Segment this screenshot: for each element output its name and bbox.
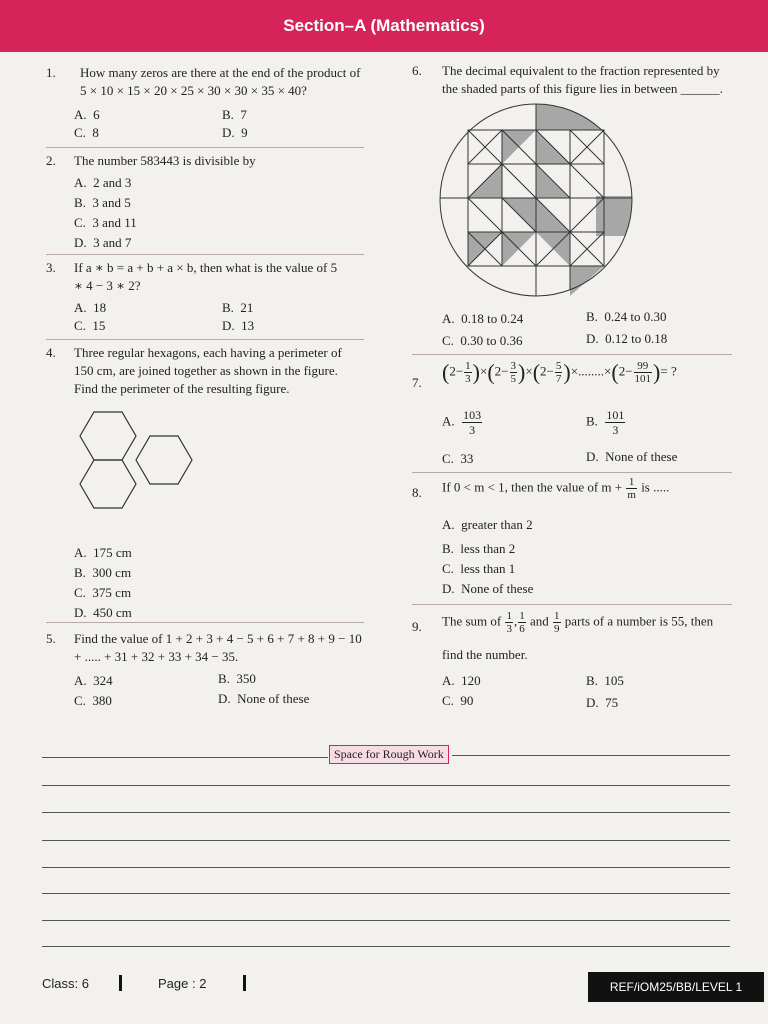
- option-a[interactable]: A. $\frac{103}{3}$: [442, 408, 482, 437]
- option-b[interactable]: B. $\frac{101}{3}$: [586, 408, 625, 437]
- rough-line: [42, 757, 328, 758]
- option-a[interactable]: A. 2 and 3: [74, 175, 132, 190]
- question-number: 5.: [46, 631, 56, 646]
- section-header: [0, 0, 768, 52]
- left-column: [46, 64, 366, 714]
- rough-line: [42, 812, 730, 813]
- divider: [46, 622, 364, 623]
- question-number: 9.: [412, 619, 422, 634]
- question-text: The decimal equivalent to the fraction represented by the shaded parts of this figure lies in between ______.: [442, 63, 723, 96]
- option-d[interactable]: D. 0.12 to 0.18: [586, 331, 668, 346]
- question-number: 3.: [46, 260, 56, 275]
- question-text: If a ∗ b = a + b + a × b, then what is the value of 5 ∗ 4 − 3 ∗ 2?: [74, 260, 338, 293]
- option-d[interactable]: D. 75: [586, 695, 619, 710]
- option-c[interactable]: C. 3 and 11: [74, 215, 137, 230]
- divider: [46, 147, 364, 148]
- option-b[interactable]: B. 350: [218, 671, 256, 686]
- option-d[interactable]: D. None of these: [218, 691, 310, 706]
- option-a[interactable]: A. 0.18 to 0.24: [442, 311, 524, 326]
- right-column: [412, 62, 734, 712]
- page-label: Page : 2: [158, 976, 207, 991]
- question-text: The sum of $\frac{1}{3}$ , $\frac{1}{6}$ and $\frac{1}{9}$ parts of a number is 55, then: [442, 610, 714, 635]
- section-title: Section–A (Mathematics): [283, 16, 485, 35]
- option-d[interactable]: D. None of these: [586, 449, 678, 464]
- footer-separator: [243, 975, 246, 991]
- shaded-grid-figure: [436, 100, 636, 300]
- question-number: 1.: [46, 65, 56, 80]
- option-b[interactable]: B. less than 2: [442, 541, 516, 556]
- option-a[interactable]: A. greater than 2: [442, 517, 533, 532]
- option-b[interactable]: B. 105: [586, 673, 624, 688]
- option-b[interactable]: B. 7: [222, 107, 247, 122]
- divider: [412, 354, 732, 355]
- shaded-right: [596, 196, 636, 236]
- divider: [46, 254, 364, 255]
- option-c[interactable]: C. 375 cm: [74, 585, 132, 600]
- divider: [46, 339, 364, 340]
- divider: [412, 472, 732, 473]
- question-number: 6.: [412, 63, 422, 78]
- option-b[interactable]: B. 300 cm: [74, 565, 132, 580]
- option-b[interactable]: B. 21: [222, 300, 254, 315]
- question-text: Three regular hexagons, each having a perimeter of 150 cm, are joined together as shown in the figure. Find the perimeter of the resulting figure.: [74, 345, 342, 396]
- option-a[interactable]: A. 175 cm: [74, 545, 132, 560]
- rough-line: [42, 840, 730, 841]
- footer-separator: [119, 975, 122, 991]
- question-number: 7.: [412, 375, 422, 390]
- option-c[interactable]: C. less than 1: [442, 561, 516, 576]
- option-d[interactable]: D. 9: [222, 125, 248, 140]
- rough-line: [42, 785, 730, 786]
- question-text: Find the value of 1 + 2 + 3 + 4 − 5 + 6 + 7 + 8 + 9 − 10 + ..... + 31 + 32 + 33 + 34 − 35.: [74, 631, 362, 664]
- shaded-top: [536, 104, 606, 130]
- question-number: 8.: [412, 485, 422, 500]
- rough-line: [42, 893, 730, 894]
- option-a[interactable]: A. 120: [442, 673, 481, 688]
- rough-line: [42, 867, 730, 868]
- option-c[interactable]: C. 380: [74, 693, 112, 708]
- rough-line: [42, 946, 730, 947]
- question-text: The number 583443 is divisible by: [74, 153, 256, 168]
- hexagon-right: [136, 436, 192, 484]
- question-text: If 0 < m < 1, then the value of m + $\frac{1}{m}$ is .....: [442, 476, 670, 501]
- option-d[interactable]: D. 450 cm: [74, 605, 132, 620]
- divider: [412, 604, 732, 605]
- option-d[interactable]: D. 3 and 7: [74, 235, 132, 250]
- question-text-continued: find the number.: [442, 647, 528, 662]
- question-expression: (2− $\frac{1}{3}$ )×(2− $\frac{3}{5}$ )×(2− $\frac{5}{7}$ )×........×(2− $\frac{99}{101}$ )= ?: [442, 359, 677, 385]
- option-a[interactable]: A. 6: [74, 107, 100, 122]
- hexagon-top-left: [80, 412, 136, 460]
- rough-line: [452, 755, 730, 756]
- option-d[interactable]: D. None of these: [442, 581, 534, 596]
- option-c[interactable]: C. 15: [74, 318, 106, 333]
- hexagon-bottom-left: [80, 460, 136, 508]
- hexagon-figure: [72, 404, 202, 524]
- class-label: Class: 6: [42, 976, 89, 991]
- question-number: 4.: [46, 345, 56, 360]
- option-a[interactable]: A. 324: [74, 673, 113, 688]
- question-number: 2.: [46, 153, 56, 168]
- option-b[interactable]: B. 0.24 to 0.30: [586, 309, 667, 324]
- option-a[interactable]: A. 18: [74, 300, 107, 315]
- question-text: How many zeros are there at the end of the product of 5 × 10 × 15 × 20 × 25 × 30 × 30 × 35 × 40?: [80, 65, 361, 98]
- reference-code: REF/iOM25/BB/LEVEL 1: [588, 972, 764, 1002]
- option-c[interactable]: C. 33: [442, 451, 474, 466]
- option-c[interactable]: C. 8: [74, 125, 99, 140]
- rough-work-label: Space for Rough Work: [329, 745, 449, 764]
- option-c[interactable]: C. 0.30 to 0.36: [442, 333, 523, 348]
- option-b[interactable]: B. 3 and 5: [74, 195, 131, 210]
- option-d[interactable]: D. 13: [222, 318, 255, 333]
- option-c[interactable]: C. 90: [442, 693, 474, 708]
- rough-line: [42, 920, 730, 921]
